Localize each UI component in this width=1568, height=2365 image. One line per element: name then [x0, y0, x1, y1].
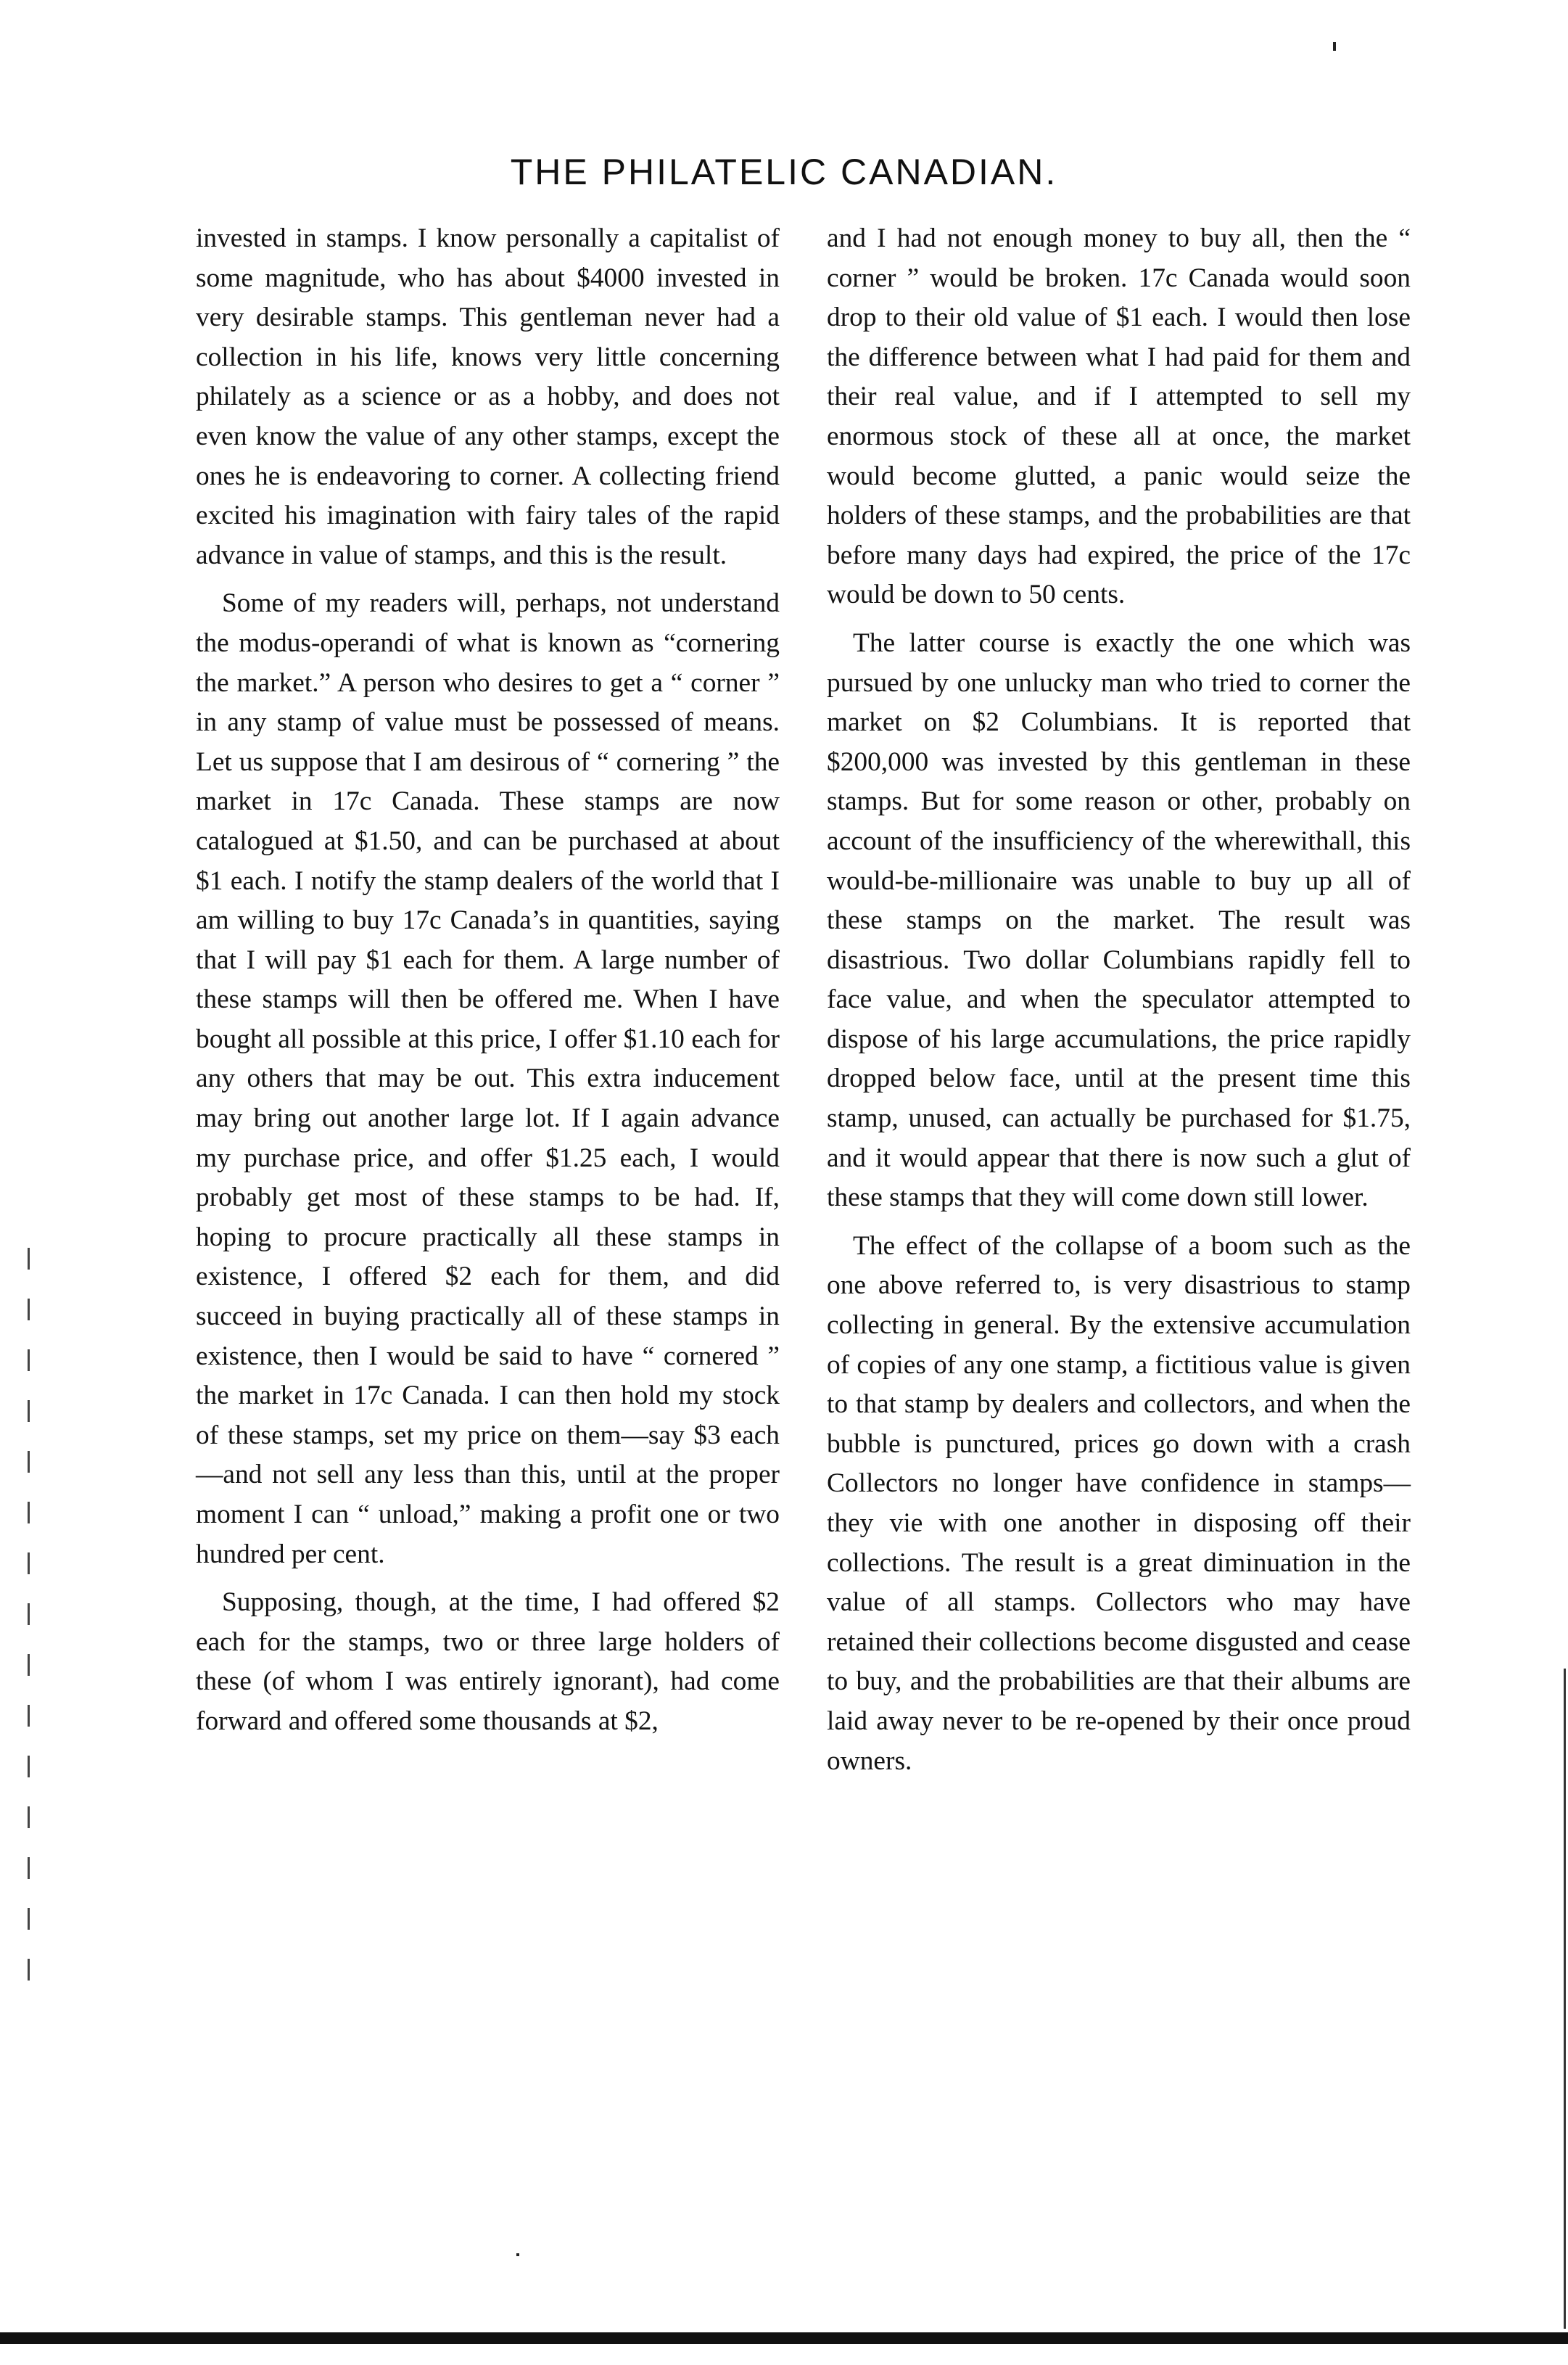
scan-bottom-border — [0, 2332, 1568, 2344]
paragraph: Supposing, though, at the time, I had offered $2 each for the stamps, two or three large holders of these (of whom I was entirely ignorant), had come forward and offered some thousands at $2, — [196, 1587, 780, 1736]
paragraph: and I had not enough money to buy all, then the “ corner ” would be broken. 17c Canada would soon drop to their old value of $1 each. I would then lose the difference between what I had paid for them and their real value, and if I attempted to sell my enormous stock of these all at once, the market would become glutted, a panic would seize the holders of these stamps, and the probabilities are that before many days had expired, the price of the 17c would be down to 50 cents. — [827, 223, 1411, 610]
paragraph: The latter course is exactly the one which was pursued by one unlucky man who tried to corner the market on $2 Columbians. It is reported that $200,000 was invested by this gentleman in these stamps. But for some reason or other, probably on account of the insufficiency of the wherewithall, this would-be-millionaire was unable to buy up all of these stamps on the market. The result was disastrious. Two dollar Columbians rapidly fell to face value, and when the speculator attempted to dispose of his large accumulations, the price rapidly dropped below face, until at the present time this stamp, unused, can actually be purchased for $1.75, and it would appear that there is now such a glut of these stamps that they will come down still lower. — [827, 628, 1411, 1213]
right-column — [827, 219, 1411, 1790]
scan-edge-line — [1564, 1669, 1566, 2329]
paragraph: invested in stamps. I know personally a capitalist of some magnitude, who has about $4000 invested in very desirable stamps. This gentleman never had a collection in his life, knows very little concerning philately as a science or as a hobby, and does not even know the value of any other stamps, except the ones he is endeavoring to corner. A collecting friend excited his imagination with fairy tales of the rapid advance in value of stamps, and this is the result. — [196, 223, 780, 570]
paragraph: Some of my readers will, perhaps, not understand the modus-operandi of what is known as “cornering the market.” A person who desires to get a “ corner ” in any stamp of value must be possessed of means. Let us suppose that I am desirous of “ cornering ” the market in 17c Canada. These stamps are now catalogued at $1.50, and can be purchased at about $1 each. I notify the stamp dealers of the world that I am willing to buy 17c Canada’s in quantities, saying that I will pay $1 each for them. A large number of these stamps will then be offered me. When I have bought all possible at this price, I offer $1.10 each for any others that may be out. This extra inducement may bring out another large lot. If I again advance my purchase price, and offer $1.25 each, I would probably get most of these stamps to be had. If, hoping to procure practically all these stamps in existence, I offered $2 each for them, and did succeed in buying practically all of these stamps in existence, then I would be said to have “ cornered ” the market in 17c Canada. I can then hold my stock of these stamps, set my price on them—say $3 each—and not sell any less than this, until at the proper moment I can “ unload,” making a profit one or two hundred per cent. — [196, 588, 780, 1569]
scan-speck-bottom-center — [516, 2253, 519, 2256]
scan-speck-top-right — [1333, 42, 1336, 51]
left-column — [196, 219, 780, 1751]
page-title: THE PHILATELIC CANADIAN. — [510, 152, 1058, 192]
scan-edge-marks — [28, 1248, 30, 1988]
paragraph: The effect of the collapse of a boom such as the one above referred to, is very disastrious to stamp collecting in general. By the extensive accumulation of copies of any one stamp, a fictitious value is given to that stamp by dealers and collectors, and when the bubble is punctured, prices go down with a crash Collectors no longer have confidence in stamps—they vie with one another in disposing off their collections. The result is a great diminuation in the value of all stamps. Collectors who may have retained their collections become disgusted and cease to buy, and the probabilities are that their albums are laid away never to be re-opened by their once proud owners. — [827, 1230, 1411, 1776]
